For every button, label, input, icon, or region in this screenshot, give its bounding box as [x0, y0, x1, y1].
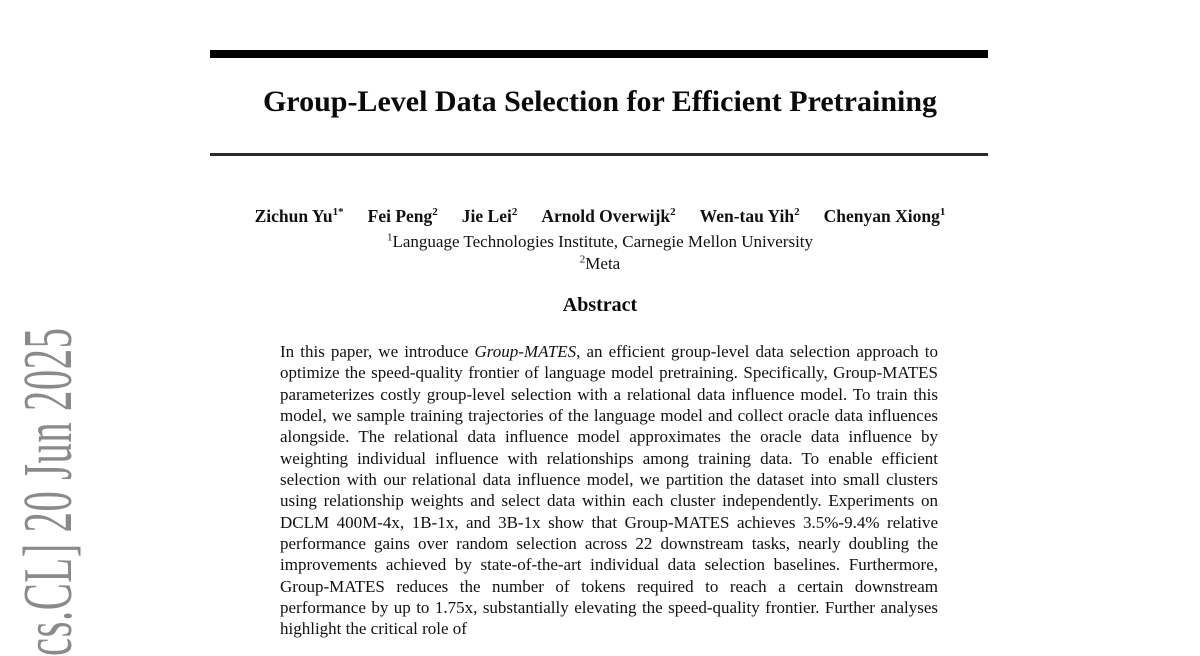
author-superscript: 1* — [332, 206, 344, 219]
author-name: Arnold Overwijk — [541, 206, 671, 226]
author-name: Zichun Yu — [254, 206, 333, 226]
author-superscript: 1 — [939, 206, 946, 219]
author-name: Fei Peng — [367, 206, 433, 226]
author-superscript: 2 — [794, 206, 800, 219]
title-rule — [210, 153, 988, 156]
paper-title: Group-Level Data Selection for Efficient Pretraining — [262, 85, 938, 118]
author — [462, 204, 518, 228]
author-superscript: 2 — [511, 206, 518, 219]
author — [824, 204, 946, 228]
affiliation-superscript: 1 — [386, 231, 393, 244]
abstract-rest: , an efficient group-level data selection approach to optimize the speed-quality frontier of language model pretraining. Specifically, Group-MATES parameterizes costly group-level selection with a relational data influence model. To train this model, we sample training trajectories of the language model and collect oracle data influences alongside. The relational data influence model approximates the oracle data influence by weighting individual influence with relationships among training data. To enable efficient selection with our relational data influence model, we partition the dataset into small clusters using relationship weights and select data within each cluster independently. Experiments on DCLM 400M-4x, 1B-1x, and 3B-1x show that Group-MATES achieves 3.5%-9.4% relative performance gains over random selection across 22 downstream tasks, nearly doubling the improvements achieved by state-of-the-art individual data selection baselines. Furthermore, Group-MATES reduces the number of tokens required to reach a certain downstream performance by up to 1.75x, substantially elevating the speed-quality frontier. Further analyses highlight the critical role of — [280, 342, 938, 639]
abstract-paragraph — [280, 341, 938, 640]
affiliation-line — [0, 231, 1200, 253]
author-superscript: 2 — [432, 206, 438, 219]
author-name: Chenyan Xiong — [823, 206, 940, 226]
author-superscript: 2 — [670, 206, 676, 219]
arxiv-watermark: cs.CL] 20 Jun 2025 — [10, 327, 87, 656]
author — [368, 204, 438, 228]
method-name: Group-MATES — [474, 342, 577, 361]
affiliation-text: Meta — [585, 254, 621, 273]
author — [700, 204, 800, 228]
abstract-heading: Abstract — [562, 294, 638, 316]
affiliation-text: Language Technologies Institute, Carnegie Mellon University — [392, 232, 814, 251]
author-list — [0, 204, 1200, 228]
abstract-intro: In this paper, we introduce — [280, 342, 475, 361]
author-name: Wen-tau Yih — [699, 206, 795, 226]
affiliation-list — [0, 231, 1200, 275]
author-name: Jie Lei — [461, 206, 512, 226]
author — [255, 204, 344, 228]
affiliation-line — [0, 253, 1200, 275]
affiliation-superscript: 2 — [579, 253, 586, 266]
top-rule — [210, 50, 988, 58]
author — [541, 204, 675, 228]
